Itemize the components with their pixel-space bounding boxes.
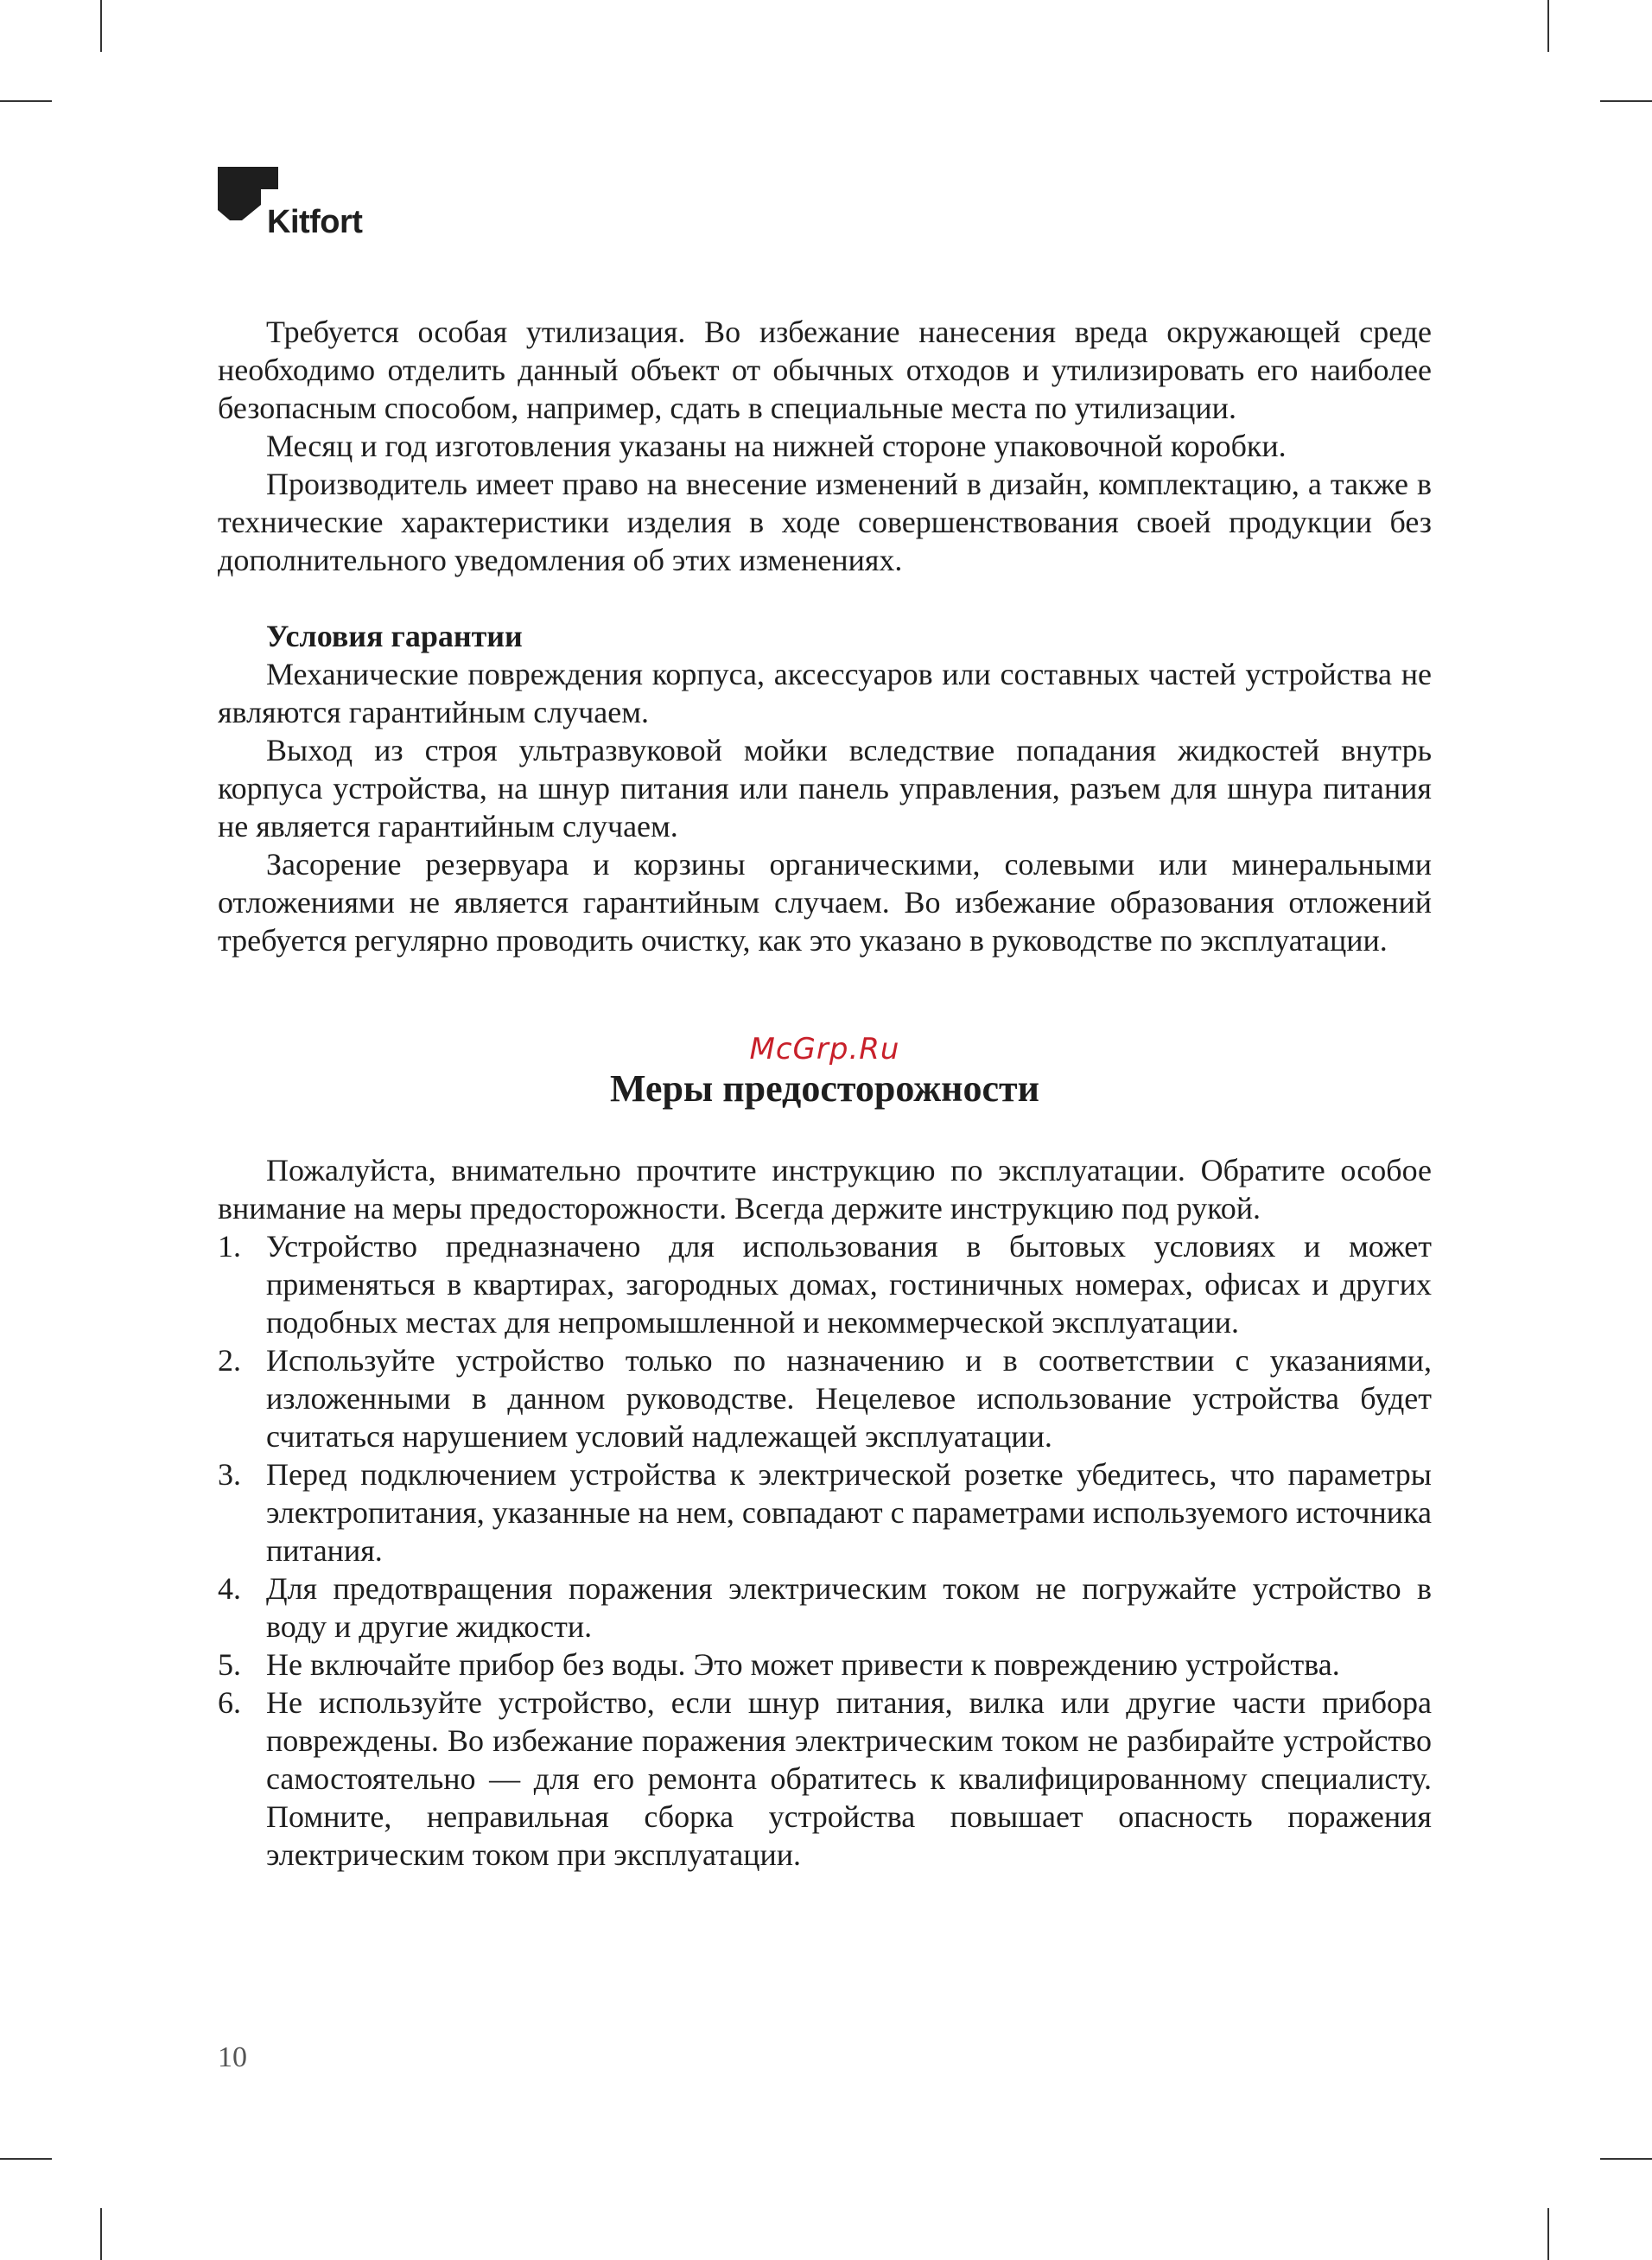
list-item — [218, 1227, 1432, 1341]
list-item — [218, 1569, 1432, 1646]
list-item — [218, 1684, 1432, 1874]
list-item-number: 1. — [218, 1229, 241, 1264]
crop-mark-left-top — [0, 100, 52, 102]
section-gap — [218, 579, 1432, 617]
crop-mark-bottom-right — [1547, 2208, 1549, 2260]
list-item — [218, 1646, 1432, 1684]
list-item-text: Перед подключением устройства к электрической розетке убедитесь, что параметры электропитания, указанные на нем, совпадают с параметрами используемого источника питания. — [266, 1457, 1432, 1568]
crop-mark-right-top — [1600, 100, 1652, 102]
crop-mark-top-left — [100, 0, 102, 52]
list-item-number: 6. — [218, 1685, 241, 1720]
crop-mark-left-bottom — [0, 2158, 52, 2160]
list-item-number: 5. — [218, 1647, 241, 1682]
crop-mark-top-right — [1547, 0, 1549, 52]
list-item-text: Устройство предназначено для использования в бытовых условиях и может применяться в квартирах, загородных домах, гостиничных номерах, офисах и других подобных местах для непромышленной и некоммерческой эксплуатации. — [266, 1229, 1432, 1340]
list-item — [218, 1455, 1432, 1569]
list-item-number: 4. — [218, 1571, 241, 1606]
list-item-number: 2. — [218, 1343, 241, 1378]
watermark-text: McGrp.Ru — [749, 1032, 900, 1066]
list-item-text: Не включайте прибор без воды. Это может привести к повреждению устройства. — [266, 1647, 1340, 1682]
crop-mark-bottom-left — [100, 2208, 102, 2260]
page-number: 10 — [218, 2041, 247, 2073]
precautions-heading: Меры предосторожности — [609, 1067, 1040, 1110]
warranty-heading: Условия гарантии — [266, 619, 523, 653]
crop-mark-right-bottom — [1600, 2158, 1652, 2160]
page-content — [218, 313, 1432, 1874]
disposal-paragraph-3: Производитель имеет право на внесение изменений в дизайн, комплектацию, а также в технические характеристики изделия в ходе совершенствования своей продукции без дополнительного уведомления об этих изменениях. — [218, 467, 1432, 577]
kitfort-logo — [218, 167, 391, 249]
list-item-text: Используйте устройство только по назначению и в соответствии с указаниями, изложенными в данном руководстве. Нецелевое использование устройства будет считаться нарушением условий надлежащей эксплуатации. — [266, 1343, 1432, 1454]
disposal-paragraph-2: Месяц и год изготовления указаны на нижней стороне упаковочной коробки. — [266, 429, 1287, 463]
precautions-intro: Пожалуйста, внимательно прочтите инструкцию по эксплуатации. Обратите особое внимание на меры предосторожности. Всегда держите инструкцию под рукой. — [218, 1153, 1432, 1225]
list-item — [218, 1341, 1432, 1455]
brand-name: Kitfort — [267, 204, 363, 240]
warranty-paragraph-1: Механические повреждения корпуса, аксессуаров или составных частей устройства не являются гарантийным случаем. — [218, 657, 1432, 729]
list-item-text: Для предотвращения поражения электрическим током не погружайте устройство в воду и другие жидкости. — [266, 1571, 1432, 1644]
list-item-text: Не используйте устройство, если шнур питания, вилка или другие части прибора повреждены. Во избежание поражения электрическим током не разбирайте устройство самостоятельно — для его ремонта обратитесь к квалифицированному специалисту. Помните, неправильная сборка устройства повышает опасность поражения электрическим током при эксплуатации. — [266, 1685, 1432, 1872]
disposal-paragraph-1: Требуется особая утилизация. Во избежание нанесения вреда окружающей среде необходимо отделить данный объект от обычных отходов и утилизировать его наиболее безопасным способом, например, сдать в специальные места по утилизации. — [218, 315, 1432, 425]
warranty-paragraph-2: Выход из строя ультразвуковой мойки вследствие попадания жидкостей внутрь корпуса устройства, на шнур питания или панель управления, разъем для шнура питания не является гарантийным случаем. — [218, 733, 1432, 844]
list-item-number: 3. — [218, 1457, 241, 1492]
precautions-list — [218, 1227, 1432, 1874]
warranty-paragraph-3: Засорение резервуара и корзины органическими, солевыми или минеральными отложениями не является гарантийным случаем. Во избежание образования отложений требуется регулярно проводить очистку, как это указано в руководстве по эксплуатации. — [218, 847, 1432, 958]
